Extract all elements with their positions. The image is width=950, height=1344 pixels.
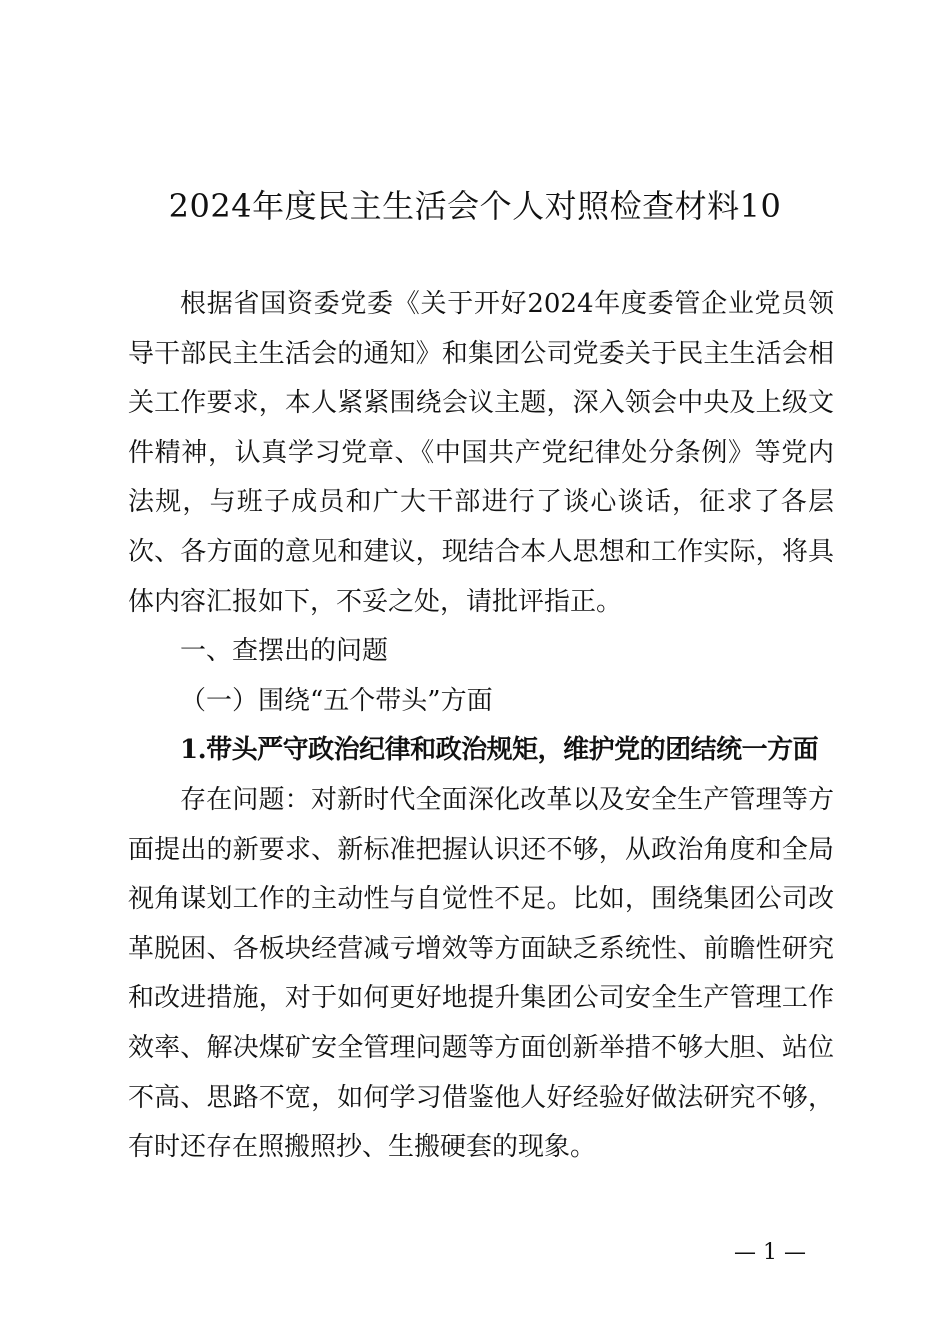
subsection-heading: （一）围绕“五个带头”方面 bbox=[180, 685, 493, 716]
problem-paragraph: 存在问题：对新时代全面深化改革以及安全生产管理等方面提出的新要求、新标准把握认识还不够，从政治角度和全局视角谋划工作的主动性与自觉性不足。比如，围绕集团公司改革脱困、各板块经营减亏增效等方面缺乏系统性、前瞻性研究和改进措施，对于如何更好地提升集团公司安全生产管理工作效率、解决煤矿安全管理问题等方面创新举措不够大胆、站位不高、思路不宽，如何学习借鉴他人好经验好做法研究不够，有时还存在照搬照抄、生搬硬套的现象。 bbox=[128, 784, 834, 1163]
document-body bbox=[128, 280, 834, 1173]
intro-paragraph: 根据省国资委党委《关于开好2024年度委管企业党员领导干部民主生活会的通知》和集团公司党委关于民主生活会相关工作要求，本人紧紧围绕会议主题，深入领会中央及上级文件精神，认真学习党章、《中国共产党纪律处分条例》等党内法规，与班子成员和广大干部进行了谈心谈话，征求了各层次、各方面的意见和建议，现结合本人思想和工作实际，将具体内容汇报如下，不妥之处，请批评指正。 bbox=[128, 289, 834, 617]
section-heading: 一、查摆出的问题 bbox=[180, 636, 389, 667]
page-number: — 1 — bbox=[734, 1240, 806, 1265]
document-title: 2024年度民主生活会个人对照检查材料10 bbox=[168, 187, 782, 225]
item-heading: 1.带头严守政治纪律和政治规矩，维护党的团结统一方面 bbox=[180, 735, 819, 766]
